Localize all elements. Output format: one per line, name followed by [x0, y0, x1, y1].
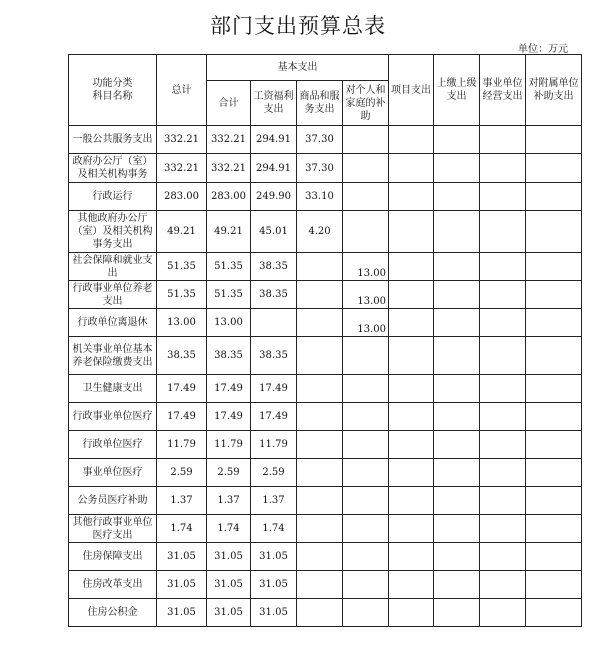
subsidiary-cell: [526, 571, 582, 599]
business-cell: [480, 281, 526, 309]
project-cell: [389, 281, 434, 309]
row-name-cell: 行政单位离退休: [69, 309, 157, 337]
total-cell: 332.21: [157, 154, 207, 183]
wages-cell: 1.37: [251, 487, 297, 515]
subsidiary-cell: [526, 309, 582, 337]
business-cell: [480, 337, 526, 375]
subsidiary-cell: [526, 337, 582, 375]
row-name-cell: 卫生健康支出: [69, 375, 157, 403]
header-wages: 工资福利支出: [251, 81, 297, 126]
goods-cell: 37.30: [297, 154, 343, 183]
superior-cell: [434, 431, 480, 459]
header-project: 项目支出: [389, 55, 434, 126]
header-business: 事业单位经营支出: [480, 55, 526, 126]
goods-cell: [297, 431, 343, 459]
row-name-cell: 其他政府办公厅（室）及相关机构事务支出: [69, 211, 157, 253]
subtotal-cell: 31.05: [207, 543, 251, 571]
business-cell: [480, 375, 526, 403]
personal-cell: [343, 375, 389, 403]
subsidiary-cell: [526, 183, 582, 211]
total-cell: 11.79: [157, 431, 207, 459]
subtotal-cell: 283.00: [207, 183, 251, 211]
header-subsidiary: 对附属单位补助支出: [526, 55, 582, 126]
table-row: [69, 253, 582, 281]
wages-cell: 294.91: [251, 126, 297, 154]
project-cell: [389, 337, 434, 375]
goods-cell: [297, 599, 343, 627]
goods-cell: [297, 403, 343, 431]
header-total: 总计: [157, 55, 207, 126]
superior-cell: [434, 375, 480, 403]
total-cell: 31.05: [157, 543, 207, 571]
subtotal-cell: 51.35: [207, 281, 251, 309]
business-cell: [480, 253, 526, 281]
personal-cell: [343, 183, 389, 211]
row-name-cell: 行政事业单位医疗: [69, 403, 157, 431]
row-name-cell: 一般公共服务支出: [69, 126, 157, 154]
table-row: [69, 211, 582, 253]
business-cell: [480, 154, 526, 183]
project-cell: [389, 309, 434, 337]
table-row: [69, 515, 582, 543]
personal-cell: [343, 403, 389, 431]
subtotal-cell: 332.21: [207, 126, 251, 154]
wages-cell: 2.59: [251, 459, 297, 487]
subtotal-cell: 1.37: [207, 487, 251, 515]
subtotal-cell: 38.35: [207, 337, 251, 375]
wages-cell: 45.01: [251, 211, 297, 253]
total-cell: 13.00: [157, 309, 207, 337]
table-row: [69, 431, 582, 459]
wages-cell: 31.05: [251, 543, 297, 571]
row-name-cell: 机关事业单位基本养老保险缴费支出: [69, 337, 157, 375]
subtotal-cell: 49.21: [207, 211, 251, 253]
wages-cell: 38.35: [251, 281, 297, 309]
row-name-cell: 公务员医疗补助: [69, 487, 157, 515]
budget-table: [68, 54, 582, 627]
personal-cell: [343, 431, 389, 459]
goods-cell: [297, 459, 343, 487]
subtotal-cell: 13.00: [207, 309, 251, 337]
business-cell: [480, 126, 526, 154]
personal-cell: [343, 211, 389, 253]
wages-cell: 17.49: [251, 403, 297, 431]
personal-cell: 13.00: [343, 281, 389, 309]
superior-cell: [434, 183, 480, 211]
total-cell: 1.74: [157, 515, 207, 543]
table-row: [69, 375, 582, 403]
superior-cell: [434, 211, 480, 253]
project-cell: [389, 543, 434, 571]
business-cell: [480, 459, 526, 487]
personal-cell: [343, 571, 389, 599]
business-cell: [480, 543, 526, 571]
project-cell: [389, 487, 434, 515]
row-name-cell: 行政运行: [69, 183, 157, 211]
superior-cell: [434, 403, 480, 431]
row-name-cell: 住房公积金: [69, 599, 157, 627]
wages-cell: 31.05: [251, 571, 297, 599]
subtotal-cell: 2.59: [207, 459, 251, 487]
personal-cell: [343, 599, 389, 627]
goods-cell: 4.20: [297, 211, 343, 253]
total-cell: 283.00: [157, 183, 207, 211]
superior-cell: [434, 309, 480, 337]
superior-cell: [434, 487, 480, 515]
wages-cell: 17.49: [251, 375, 297, 403]
total-cell: 1.37: [157, 487, 207, 515]
header-superior: 上缴上级支出: [434, 55, 480, 126]
personal-cell: 13.00: [343, 253, 389, 281]
business-cell: [480, 403, 526, 431]
subtotal-cell: 11.79: [207, 431, 251, 459]
total-cell: 49.21: [157, 211, 207, 253]
header-goods: 商品和服务支出: [297, 81, 343, 126]
project-cell: [389, 403, 434, 431]
goods-cell: [297, 309, 343, 337]
wages-cell: 294.91: [251, 154, 297, 183]
superior-cell: [434, 543, 480, 571]
header-category: 功能分类 科目名称: [69, 55, 157, 126]
row-name-cell: 住房保障支出: [69, 543, 157, 571]
total-cell: 31.05: [157, 599, 207, 627]
personal-cell: [343, 126, 389, 154]
total-cell: 332.21: [157, 126, 207, 154]
superior-cell: [434, 281, 480, 309]
superior-cell: [434, 337, 480, 375]
subsidiary-cell: [526, 431, 582, 459]
row-name-cell: 行政事业单位养老支出: [69, 281, 157, 309]
project-cell: [389, 183, 434, 211]
goods-cell: [297, 571, 343, 599]
business-cell: [480, 515, 526, 543]
goods-cell: [297, 253, 343, 281]
total-cell: 38.35: [157, 337, 207, 375]
subsidiary-cell: [526, 211, 582, 253]
table-row: [69, 126, 582, 154]
project-cell: [389, 253, 434, 281]
total-cell: 31.05: [157, 571, 207, 599]
table-row: [69, 487, 582, 515]
project-cell: [389, 599, 434, 627]
wages-cell: 11.79: [251, 431, 297, 459]
business-cell: [480, 431, 526, 459]
page-title: 部门支出预算总表: [210, 14, 386, 38]
superior-cell: [434, 571, 480, 599]
wages-cell: 1.74: [251, 515, 297, 543]
personal-cell: 13.00: [343, 309, 389, 337]
row-name-cell: 住房改革支出: [69, 571, 157, 599]
table-row: [69, 183, 582, 211]
row-name-cell: 事业单位医疗: [69, 459, 157, 487]
table-row: [69, 281, 582, 309]
goods-cell: [297, 281, 343, 309]
table-body: [69, 126, 582, 627]
header-subtotal: 合计: [207, 81, 251, 126]
row-name-cell: 行政单位医疗: [69, 431, 157, 459]
table-row: [69, 543, 582, 571]
personal-cell: [343, 154, 389, 183]
subsidiary-cell: [526, 543, 582, 571]
table-row: [69, 337, 582, 375]
table-row: [69, 403, 582, 431]
business-cell: [480, 487, 526, 515]
project-cell: [389, 459, 434, 487]
total-cell: 51.35: [157, 281, 207, 309]
project-cell: [389, 154, 434, 183]
goods-cell: 37.30: [297, 126, 343, 154]
goods-cell: [297, 487, 343, 515]
superior-cell: [434, 253, 480, 281]
row-name-cell: 政府办公厅（室）及相关机构事务: [69, 154, 157, 183]
table-row: [69, 154, 582, 183]
business-cell: [480, 211, 526, 253]
goods-cell: [297, 375, 343, 403]
total-cell: 2.59: [157, 459, 207, 487]
total-cell: 17.49: [157, 375, 207, 403]
row-name-cell: 其他行政事业单位医疗支出: [69, 515, 157, 543]
wages-cell: 249.90: [251, 183, 297, 211]
personal-cell: [343, 337, 389, 375]
personal-cell: [343, 543, 389, 571]
table-row: [69, 571, 582, 599]
project-cell: [389, 515, 434, 543]
table-row: [69, 599, 582, 627]
subsidiary-cell: [526, 459, 582, 487]
personal-cell: [343, 459, 389, 487]
superior-cell: [434, 515, 480, 543]
personal-cell: [343, 487, 389, 515]
subtotal-cell: 31.05: [207, 599, 251, 627]
header-personal: 对个人和家庭的补助: [343, 81, 389, 126]
business-cell: [480, 599, 526, 627]
project-cell: [389, 211, 434, 253]
superior-cell: [434, 599, 480, 627]
wages-cell: [251, 309, 297, 337]
superior-cell: [434, 126, 480, 154]
row-name-cell: 社会保障和就业支出: [69, 253, 157, 281]
total-cell: 17.49: [157, 403, 207, 431]
table-row: [69, 309, 582, 337]
superior-cell: [434, 154, 480, 183]
subsidiary-cell: [526, 487, 582, 515]
subtotal-cell: 31.05: [207, 571, 251, 599]
business-cell: [480, 571, 526, 599]
subtotal-cell: 17.49: [207, 403, 251, 431]
project-cell: [389, 126, 434, 154]
subsidiary-cell: [526, 126, 582, 154]
subtotal-cell: 51.35: [207, 253, 251, 281]
wages-cell: 38.35: [251, 253, 297, 281]
table-row: [69, 459, 582, 487]
subsidiary-cell: [526, 281, 582, 309]
subtotal-cell: 17.49: [207, 375, 251, 403]
goods-cell: [297, 337, 343, 375]
subsidiary-cell: [526, 403, 582, 431]
project-cell: [389, 571, 434, 599]
goods-cell: [297, 515, 343, 543]
superior-cell: [434, 459, 480, 487]
goods-cell: [297, 543, 343, 571]
personal-cell: [343, 515, 389, 543]
subsidiary-cell: [526, 515, 582, 543]
subtotal-cell: 1.74: [207, 515, 251, 543]
project-cell: [389, 375, 434, 403]
wages-cell: 31.05: [251, 599, 297, 627]
header-basic: 基本支出: [207, 55, 389, 81]
subsidiary-cell: [526, 253, 582, 281]
goods-cell: 33.10: [297, 183, 343, 211]
business-cell: [480, 309, 526, 337]
wages-cell: 38.35: [251, 337, 297, 375]
unit-label: 单位：万元: [518, 44, 568, 55]
total-cell: 51.35: [157, 253, 207, 281]
project-cell: [389, 431, 434, 459]
subsidiary-cell: [526, 375, 582, 403]
subsidiary-cell: [526, 599, 582, 627]
business-cell: [480, 183, 526, 211]
subtotal-cell: 332.21: [207, 154, 251, 183]
subsidiary-cell: [526, 154, 582, 183]
